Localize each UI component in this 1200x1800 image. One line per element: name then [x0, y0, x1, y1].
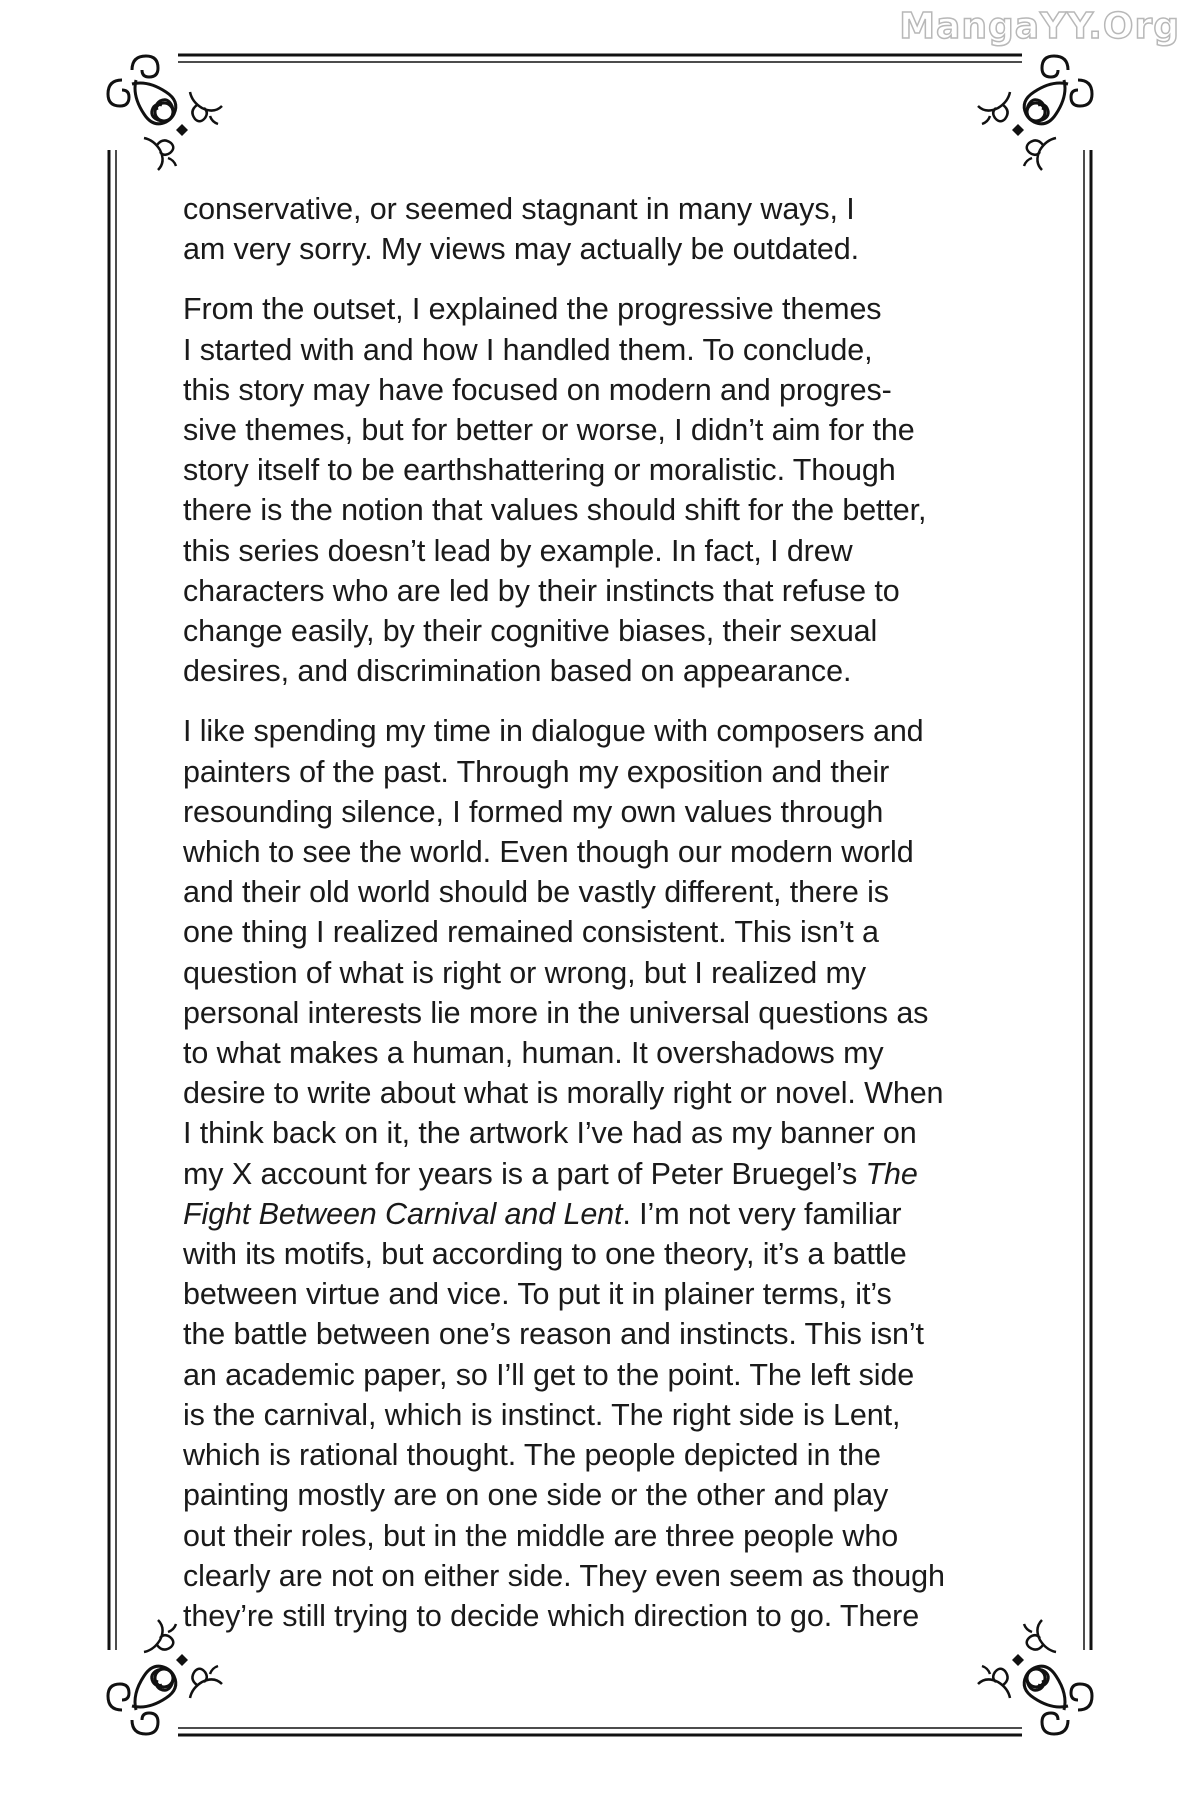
text-line: conservative, or seemed stagnant in many ways, I [183, 192, 855, 226]
text-line: sive themes, but for better or worse, I didn’t aim for the [183, 413, 915, 448]
paragraph-2 [183, 289, 1043, 691]
text-line: and their old world should be vastly different, there is [183, 875, 889, 910]
text-segment: . I’m not very familiar [622, 1196, 902, 1231]
text-line: desire to write about what is morally right or novel. When [183, 1076, 944, 1111]
paragraph-1 [183, 189, 1043, 269]
site-watermark: MangaYY.Org [899, 6, 1180, 47]
text-line: I started with and how I handled them. To conclude, [183, 332, 873, 367]
text-line: one thing I realized remained consistent. This isn’t a [183, 915, 879, 950]
text-line: painters of the past. Through my exposition and their [183, 754, 890, 789]
text-line: an academic paper, so I’ll get to the point. The left side [183, 1357, 915, 1392]
text-line: characters who are led by their instincts that refuse to [183, 573, 900, 608]
text-line: From the outset, I explained the progressive themes [183, 292, 882, 327]
paragraph-3 [183, 711, 1043, 1636]
text-line: is the carnival, which is instinct. The right side is Lent, [183, 1397, 901, 1432]
text-line [183, 1194, 1043, 1234]
text-line: which to see the world. Even though our modern world [183, 835, 914, 870]
text-line: out their roles, but in the middle are three people who [183, 1518, 899, 1553]
text-line: resounding silence, I formed my own values through [183, 794, 884, 829]
text-line: there is the notion that values should shift for the better, [183, 493, 927, 528]
text-line: story itself to be earthshattering or moralistic. Though [183, 453, 896, 488]
text-line: which is rational thought. The people depicted in the [183, 1438, 881, 1473]
text-line: this series doesn’t lead by example. In fact, I drew [183, 533, 853, 568]
artwork-title: The [865, 1156, 918, 1191]
text-line: I think back on it, the artwork I’ve had as my banner on [183, 1116, 917, 1151]
text-line: clearly are not on either side. They even seem as though [183, 1558, 945, 1593]
text-line: question of what is right or wrong, but I realized my [183, 955, 866, 990]
text-segment: my X account for years is a part of Peter Bruegel’s [183, 1156, 866, 1191]
text-line: am very sorry. My views may actually be outdated. [183, 232, 859, 267]
text-line: this story may have focused on modern and progres- [183, 372, 892, 407]
essay-text [183, 189, 1043, 1656]
text-line: painting mostly are on one side or the other and play [183, 1478, 889, 1513]
text-line: the battle between one’s reason and instincts. This isn’t [183, 1317, 924, 1352]
text-line: between virtue and vice. To put it in plainer terms, it’s [183, 1277, 892, 1312]
text-line: desires, and discrimination based on appearance. [183, 654, 852, 689]
text-line: change easily, by their cognitive biases, their sexual [183, 614, 878, 649]
text-line: to what makes a human, human. It overshadows my [183, 1036, 884, 1071]
text-line: I like spending my time in dialogue with composers and [183, 714, 924, 749]
text-line: they’re still trying to decide which direction to go. There [183, 1598, 920, 1633]
artwork-title: Fight Between Carnival and Lent [183, 1196, 623, 1231]
text-line: personal interests lie more in the universal questions as [183, 995, 929, 1030]
text-line [183, 1154, 1043, 1194]
text-line: with its motifs, but according to one theory, it’s a battle [183, 1237, 907, 1272]
